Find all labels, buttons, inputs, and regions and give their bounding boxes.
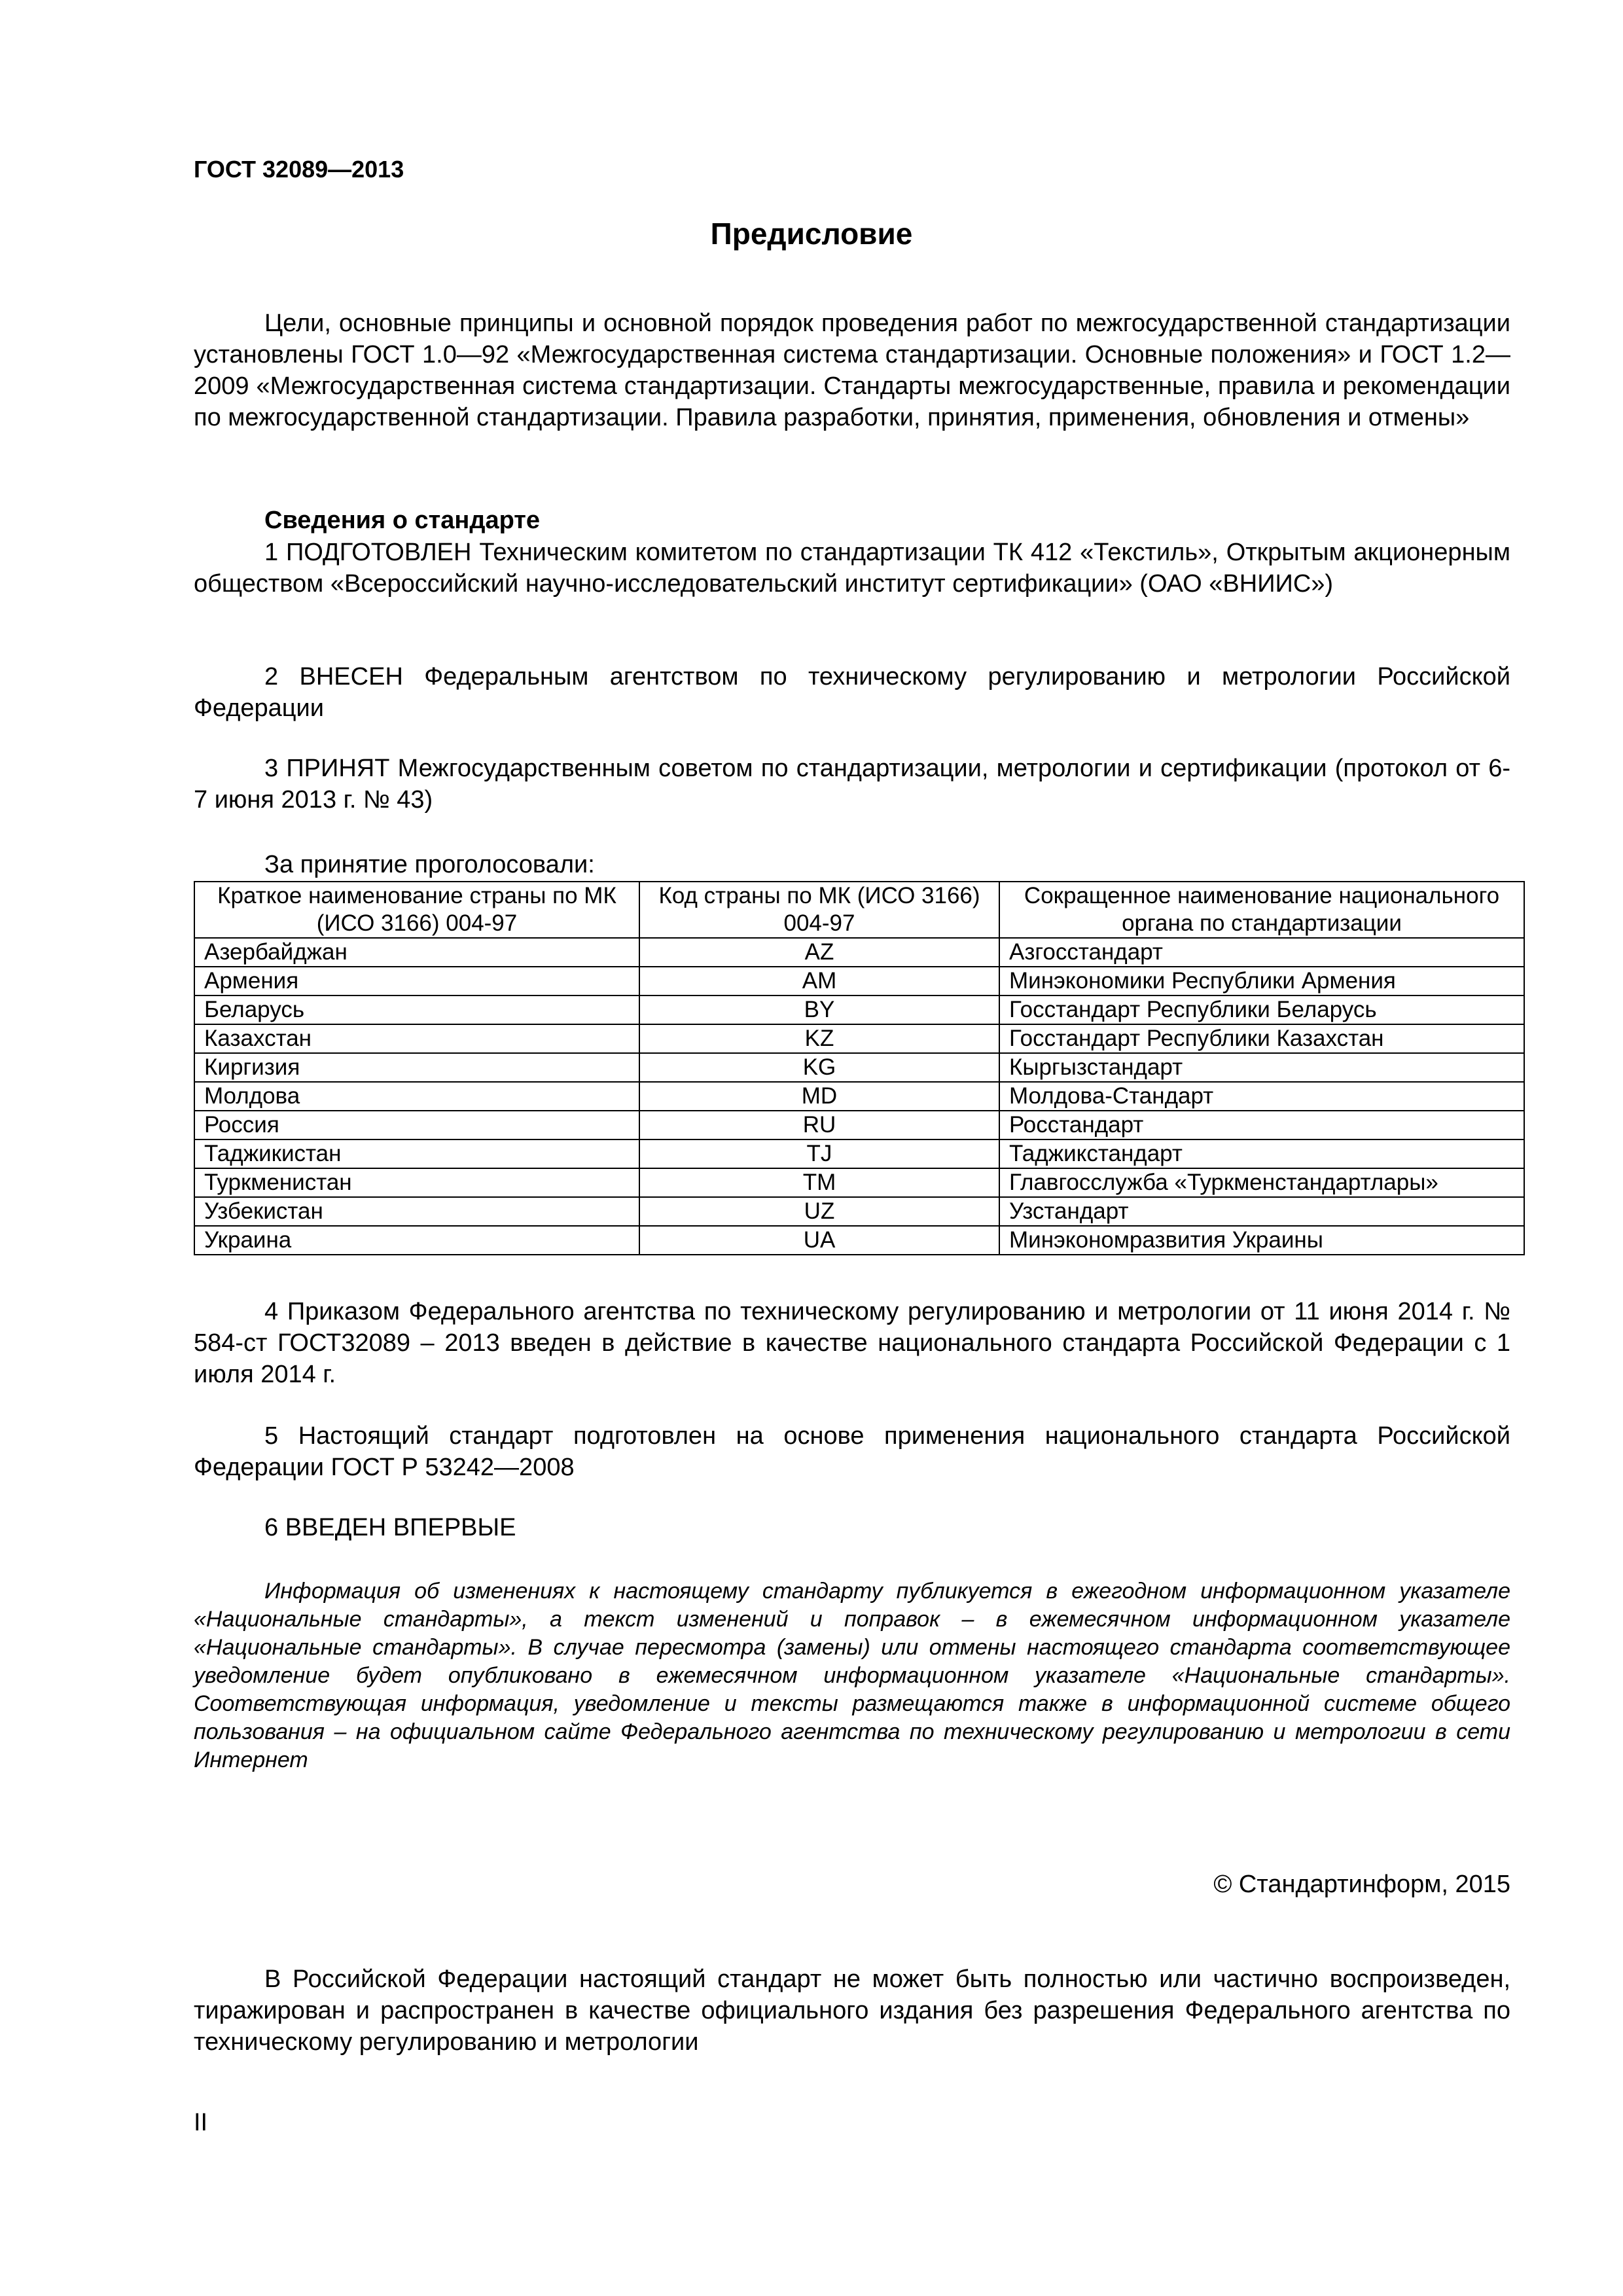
table-row (194, 1024, 1524, 1053)
page-title: Предисловие (710, 217, 913, 251)
cell-country-code: UZ (639, 1197, 999, 1226)
cell-national-body: Росстандарт (999, 1111, 1524, 1139)
cell-national-body: Госстандарт Республики Беларусь (999, 996, 1524, 1024)
cell-country-code: MD (639, 1082, 999, 1111)
table-row (194, 1082, 1524, 1111)
cell-country-name: Киргизия (194, 1053, 639, 1082)
item-3-paragraph: 3 ПРИНЯТ Межгосударственным советом по стандартизации, метрологии и сертификации (протокол от 6-7 июня 2013 г. № 43) (194, 755, 1510, 814)
cell-country-name: Узбекистан (194, 1197, 639, 1226)
cell-national-body: Минэкономики Республики Армения (999, 967, 1524, 996)
cell-national-body: Узстандарт (999, 1197, 1524, 1226)
cell-country-name: Азербайджан (194, 938, 639, 967)
item-4-paragraph: 4 Приказом Федерального агентства по техническому регулированию и метрологии от 11 июня 2014 г. № 584-ст ГОСТ32089 – 2013 введен в действие в качестве национального стандарта Российской Федерации с 1 июля 2014 г. (194, 1298, 1510, 1388)
document-code: ГОСТ 32089—2013 (194, 156, 404, 183)
rights-paragraph: В Российской Федерации настоящий стандарт не может быть полностью или частично воспроизведен, тиражирован и распространен в качестве официального издания без разрешения Федерального агентства по техническому регулированию и метрологии (194, 1965, 1510, 2056)
cell-country-code: TM (639, 1168, 999, 1197)
change-info-italic: Информация об изменениях к настоящему стандарту публикуется в ежегодном информационном указателе «Национальные стандарты», а текст изменений и поправок – в ежемесячном информационном указателе «Национальные стандарты». В случае пересмотра (замены) или отмены настоящего стандарта соответствующее уведомление будет опубликовано в ежемесячном информационном указателе «Национальные стандарты». Соответствующая информация, уведомление и тексты размещаются также в информационной системе общего пользования – на официальном сайте Федерального агентства по техническому регулированию и метрологии в сети Интернет (194, 1579, 1510, 1772)
table-row (194, 938, 1524, 967)
cell-country-code: BY (639, 996, 999, 1024)
header-country-code: Код страны по МК (ИСО 3166) 004-97 (639, 882, 999, 938)
cell-country-name: Казахстан (194, 1024, 639, 1053)
table-row (194, 1111, 1524, 1139)
table-body (194, 938, 1524, 1255)
header-national-body: Сокращенное наименование национального органа по стандартизации (999, 882, 1524, 938)
table-row (194, 967, 1524, 996)
cell-national-body: Минэкономразвития Украины (999, 1226, 1524, 1255)
cell-country-name: Украина (194, 1226, 639, 1255)
table-row (194, 1053, 1524, 1082)
item-1-paragraph: 1 ПОДГОТОВЛЕН Техническим комитетом по стандартизации ТК 412 «Текстиль», Открытым акционерным обществом «Всероссийский научно-исследовательский институт сертификации» (ОАО «ВНИИС») (194, 539, 1510, 598)
cell-country-name: Беларусь (194, 996, 639, 1024)
cell-national-body: Кыргызстандарт (999, 1053, 1524, 1082)
cell-country-name: Армения (194, 967, 639, 996)
intro-paragraph: Цели, основные принципы и основной порядок проведения работ по межгосударственной стандартизации установлены ГОСТ 1.0—92 «Межгосударственная система стандартизации. Основные положения» и ГОСТ 1.2—2009 «Межгосударственная система стандартизации. Стандарты межгосударственные, правила и рекомендации по межгосударственной стандартизации. Правила разработки, принятия, применения, обновления и отмены» (194, 310, 1510, 431)
table-row (194, 996, 1524, 1024)
item-5-paragraph: 5 Настоящий стандарт подготовлен на основе применения национального стандарта Российской Федерации ГОСТ Р 53242—2008 (194, 1422, 1510, 1481)
vote-label: За принятие проголосовали: (264, 851, 595, 878)
cell-national-body: Главгосслужба «Туркменстандартлары» (999, 1168, 1524, 1197)
cell-country-code: KG (639, 1053, 999, 1082)
cell-country-code: KZ (639, 1024, 999, 1053)
cell-country-name: Молдова (194, 1082, 639, 1111)
table-row (194, 1139, 1524, 1168)
item-2-paragraph: 2 ВНЕСЕН Федеральным агентством по техническому регулированию и метрологии Российской Федерации (194, 663, 1510, 722)
standard-info-heading: Сведения о стандарте (264, 507, 541, 534)
cell-country-name: Таджикистан (194, 1139, 639, 1168)
cell-national-body: Молдова-Стандарт (999, 1082, 1524, 1111)
cell-country-code: TJ (639, 1139, 999, 1168)
copyright-notice: © Стандартинформ, 2015 (1213, 1871, 1510, 1898)
table-row (194, 1197, 1524, 1226)
item-6-paragraph: 6 ВВЕДЕН ВПЕРВЫЕ (264, 1514, 516, 1541)
voting-table (194, 881, 1525, 1255)
cell-country-code: RU (639, 1111, 999, 1139)
cell-national-body: Госстандарт Республики Казахстан (999, 1024, 1524, 1053)
cell-national-body: Азгосстандарт (999, 938, 1524, 967)
table-header-row (194, 882, 1524, 938)
header-country-name: Краткое наименование страны по МК (ИСО 3166) 004-97 (194, 882, 639, 938)
cell-national-body: Таджикстандарт (999, 1139, 1524, 1168)
cell-country-code: UA (639, 1226, 999, 1255)
cell-country-name: Россия (194, 1111, 639, 1139)
cell-country-code: AZ (639, 938, 999, 967)
cell-country-code: AM (639, 967, 999, 996)
table-row (194, 1168, 1524, 1197)
cell-country-name: Туркменистан (194, 1168, 639, 1197)
table-row (194, 1226, 1524, 1255)
page-number: II (194, 2109, 208, 2136)
